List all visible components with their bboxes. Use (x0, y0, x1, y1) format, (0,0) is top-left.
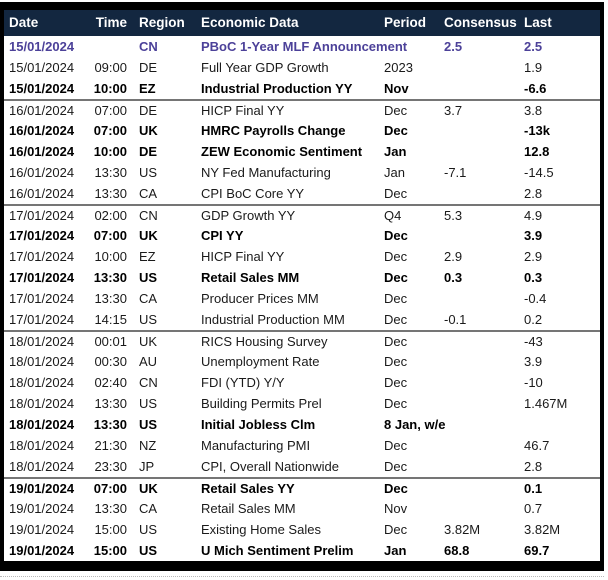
cell-date: 18/01/2024 (9, 396, 75, 411)
table-row (4, 540, 600, 561)
cell-event: GDP Growth YY (201, 208, 296, 223)
table-row (4, 246, 600, 267)
cell-period: Dec (384, 186, 408, 201)
cell-time: 13:30 (94, 165, 127, 180)
cell-last: 12.8 (524, 144, 550, 159)
cell-last: 2.5 (524, 39, 543, 54)
cell-region: EZ (139, 249, 156, 264)
cell-period: Dec (384, 123, 408, 138)
table-row (4, 162, 600, 183)
cell-date: 18/01/2024 (9, 334, 75, 349)
cell-region: US (139, 417, 158, 432)
cell-time: 07:00 (94, 103, 127, 118)
cell-period: Dec (384, 481, 408, 496)
cell-region: AU (139, 354, 158, 369)
table-row (4, 372, 600, 393)
cell-region: CN (139, 375, 158, 390)
cell-period: Dec (384, 312, 408, 327)
table-row (4, 288, 600, 309)
cell-period: Dec (384, 522, 408, 537)
cell-event: U Mich Sentiment Prelim (201, 543, 354, 558)
cell-event: Industrial Production MM (201, 312, 345, 327)
cell-region: US (139, 396, 158, 411)
cell-period: Nov (384, 501, 408, 516)
cell-last: -0.4 (524, 291, 547, 306)
economic-calendar-table (0, 2, 604, 571)
cell-event: Producer Prices MM (201, 291, 319, 306)
cell-time: 13:30 (94, 501, 127, 516)
cell-consensus: 5.3 (444, 208, 463, 223)
cell-date: 17/01/2024 (9, 228, 75, 243)
table-row (4, 78, 600, 99)
cell-time: 02:40 (94, 375, 127, 390)
cell-time: 00:30 (94, 354, 127, 369)
cell-period: Jan (384, 165, 405, 180)
cell-region: JP (139, 459, 155, 474)
cell-event: PBoC 1-Year MLF Announcement (201, 39, 408, 54)
cell-period: Dec (384, 354, 408, 369)
cell-region: UK (139, 228, 158, 243)
table-row (4, 414, 600, 435)
cell-date: 18/01/2024 (9, 375, 75, 390)
table-header-row (4, 10, 600, 36)
cell-period: Dec (384, 249, 408, 264)
cell-date: 16/01/2024 (9, 103, 75, 118)
cell-date: 17/01/2024 (9, 270, 75, 285)
table-row (4, 267, 600, 288)
cell-last: 3.9 (524, 354, 543, 369)
column-header-period: Period (384, 15, 427, 31)
cell-region: US (139, 270, 158, 285)
bottom-divider (0, 576, 604, 577)
table-row (4, 36, 600, 57)
cell-last: 3.8 (524, 103, 543, 118)
cell-event: Unemployment Rate (201, 354, 320, 369)
cell-period: Dec (384, 228, 408, 243)
cell-period: Dec (384, 396, 408, 411)
cell-region: CN (139, 39, 158, 54)
cell-event: Retail Sales YY (201, 481, 295, 496)
cell-last: -43 (524, 334, 543, 349)
cell-event: HMRC Payrolls Change (201, 123, 346, 138)
cell-time: 02:00 (94, 208, 127, 223)
cell-date: 19/01/2024 (9, 543, 75, 558)
cell-region: DE (139, 103, 158, 118)
cell-date: 18/01/2024 (9, 354, 75, 369)
cell-date: 16/01/2024 (9, 186, 75, 201)
cell-date: 17/01/2024 (9, 208, 75, 223)
table-row (4, 57, 600, 78)
cell-date: 18/01/2024 (9, 438, 75, 453)
cell-region: UK (139, 123, 158, 138)
cell-period: Nov (384, 81, 409, 96)
cell-region: DE (139, 144, 158, 159)
cell-event: Industrial Production YY (201, 81, 353, 96)
table-row (4, 204, 600, 225)
cell-region: US (139, 543, 158, 558)
cell-event: Manufacturing PMI (201, 438, 311, 453)
cell-time: 10:00 (93, 144, 127, 159)
cell-time: 13:30 (93, 417, 127, 432)
cell-region: CA (139, 186, 158, 201)
cell-time: 13:30 (94, 291, 127, 306)
cell-consensus: 0.3 (444, 270, 463, 285)
table-row (4, 99, 600, 120)
cell-event: Full Year GDP Growth (201, 60, 329, 75)
cell-period: Dec (384, 270, 408, 285)
cell-time: 13:30 (93, 270, 127, 285)
table-row (4, 141, 600, 162)
cell-consensus: 3.7 (444, 103, 463, 118)
cell-time: 09:00 (94, 60, 127, 75)
cell-region: NZ (139, 438, 157, 453)
cell-region: US (139, 312, 158, 327)
cell-event: CPI, Overall Nationwide (201, 459, 339, 474)
cell-consensus: 68.8 (444, 543, 470, 558)
cell-region: DE (139, 60, 158, 75)
cell-last: 46.7 (524, 438, 550, 453)
cell-last: -14.5 (524, 165, 554, 180)
cell-period: Dec (384, 291, 408, 306)
cell-time: 07:00 (93, 228, 127, 243)
cell-event: Retail Sales MM (201, 270, 300, 285)
cell-last: -6.6 (524, 81, 547, 96)
cell-time: 13:30 (94, 186, 127, 201)
cell-period: Q4 (384, 208, 402, 223)
table-row (4, 435, 600, 456)
column-header-time: Time (95, 15, 127, 31)
cell-last: 3.9 (524, 228, 543, 243)
cell-time: 23:30 (94, 459, 127, 474)
cell-period: Dec (384, 375, 408, 390)
cell-time: 10:00 (94, 249, 127, 264)
cell-event: Building Permits Prel (201, 396, 322, 411)
cell-period: Jan (384, 543, 407, 558)
table-row (4, 330, 600, 351)
cell-time: 15:00 (94, 522, 127, 537)
cell-region: US (139, 165, 158, 180)
table-row (4, 351, 600, 372)
cell-date: 17/01/2024 (9, 291, 75, 306)
table-body (4, 36, 600, 561)
column-header-last: Last (524, 15, 552, 31)
cell-date: 18/01/2024 (9, 417, 75, 432)
cell-event: RICS Housing Survey (201, 334, 328, 349)
cell-time: 21:30 (94, 438, 127, 453)
cell-period: Dec (384, 103, 408, 118)
cell-last: -13k (524, 123, 551, 138)
cell-last: 0.7 (524, 501, 543, 516)
cell-last: 0.3 (524, 270, 543, 285)
cell-event: HICP Final YY (201, 249, 285, 264)
cell-event: HICP Final YY (201, 103, 285, 118)
cell-date: 15/01/2024 (9, 60, 75, 75)
cell-event: CPI YY (201, 228, 244, 243)
cell-time: 07:00 (93, 481, 127, 496)
cell-consensus: 3.82M (444, 522, 481, 537)
cell-date: 17/01/2024 (9, 249, 75, 264)
cell-last: 3.82M (524, 522, 561, 537)
cell-last: 0.2 (524, 312, 543, 327)
cell-last: 2.8 (524, 459, 543, 474)
cell-region: CN (139, 208, 158, 223)
cell-region: CA (139, 291, 158, 306)
cell-date: 18/01/2024 (9, 459, 75, 474)
cell-period: Jan (384, 144, 407, 159)
cell-region: CA (139, 501, 158, 516)
cell-period: Dec (384, 438, 408, 453)
cell-time: 13:30 (94, 396, 127, 411)
cell-date: 19/01/2024 (9, 481, 75, 496)
cell-event: NY Fed Manufacturing (201, 165, 331, 180)
cell-period: Dec (384, 334, 408, 349)
column-header-region: Region (139, 15, 185, 31)
cell-date: 15/01/2024 (9, 81, 75, 96)
table-row (4, 498, 600, 519)
cell-last: 2.9 (524, 249, 543, 264)
cell-date: 16/01/2024 (9, 144, 75, 159)
column-header-date: Date (9, 15, 39, 31)
cell-time: 07:00 (93, 123, 127, 138)
cell-event: Retail Sales MM (201, 501, 296, 516)
table-row (4, 183, 600, 204)
cell-last: -10 (524, 375, 543, 390)
cell-region: US (139, 522, 158, 537)
cell-period: 2023 (384, 60, 413, 75)
column-header-economic-data: Economic Data (201, 15, 299, 31)
cell-consensus: -7.1 (444, 165, 467, 180)
cell-last: 4.9 (524, 208, 543, 223)
cell-event: FDI (YTD) Y/Y (201, 375, 285, 390)
cell-time: 15:00 (93, 543, 127, 558)
table-row (4, 456, 600, 477)
cell-event: CPI BoC Core YY (201, 186, 305, 201)
table-row (4, 309, 600, 330)
table-row (4, 477, 600, 498)
table-row (4, 519, 600, 540)
cell-date: 19/01/2024 (9, 501, 75, 516)
cell-last: 1.9 (524, 60, 543, 75)
cell-region: UK (139, 481, 158, 496)
cell-region: UK (139, 334, 158, 349)
cell-consensus: 2.5 (444, 39, 463, 54)
cell-period: Dec (384, 459, 408, 474)
cell-event: ZEW Economic Sentiment (201, 144, 363, 159)
cell-last: 1.467M (524, 396, 568, 411)
cell-last: 2.8 (524, 186, 543, 201)
cell-last: 69.7 (524, 543, 550, 558)
cell-date: 16/01/2024 (9, 165, 75, 180)
table-row (4, 225, 600, 246)
cell-event: Existing Home Sales (201, 522, 321, 537)
cell-time: 14:15 (94, 312, 127, 327)
cell-time: 00:01 (94, 334, 127, 349)
cell-period: 8 Jan, w/e (384, 417, 446, 432)
table-row (4, 393, 600, 414)
cell-event: Initial Jobless Clm (201, 417, 316, 432)
cell-last: 0.1 (524, 481, 543, 496)
table-row (4, 120, 600, 141)
cell-date: 17/01/2024 (9, 312, 75, 327)
cell-date: 16/01/2024 (9, 123, 75, 138)
cell-consensus: -0.1 (444, 312, 467, 327)
cell-date: 19/01/2024 (9, 522, 75, 537)
cell-region: EZ (139, 81, 156, 96)
cell-consensus: 2.9 (444, 249, 463, 264)
column-header-consensus: Consensus (444, 15, 517, 31)
cell-time: 10:00 (93, 81, 127, 96)
cell-date: 15/01/2024 (9, 39, 75, 54)
